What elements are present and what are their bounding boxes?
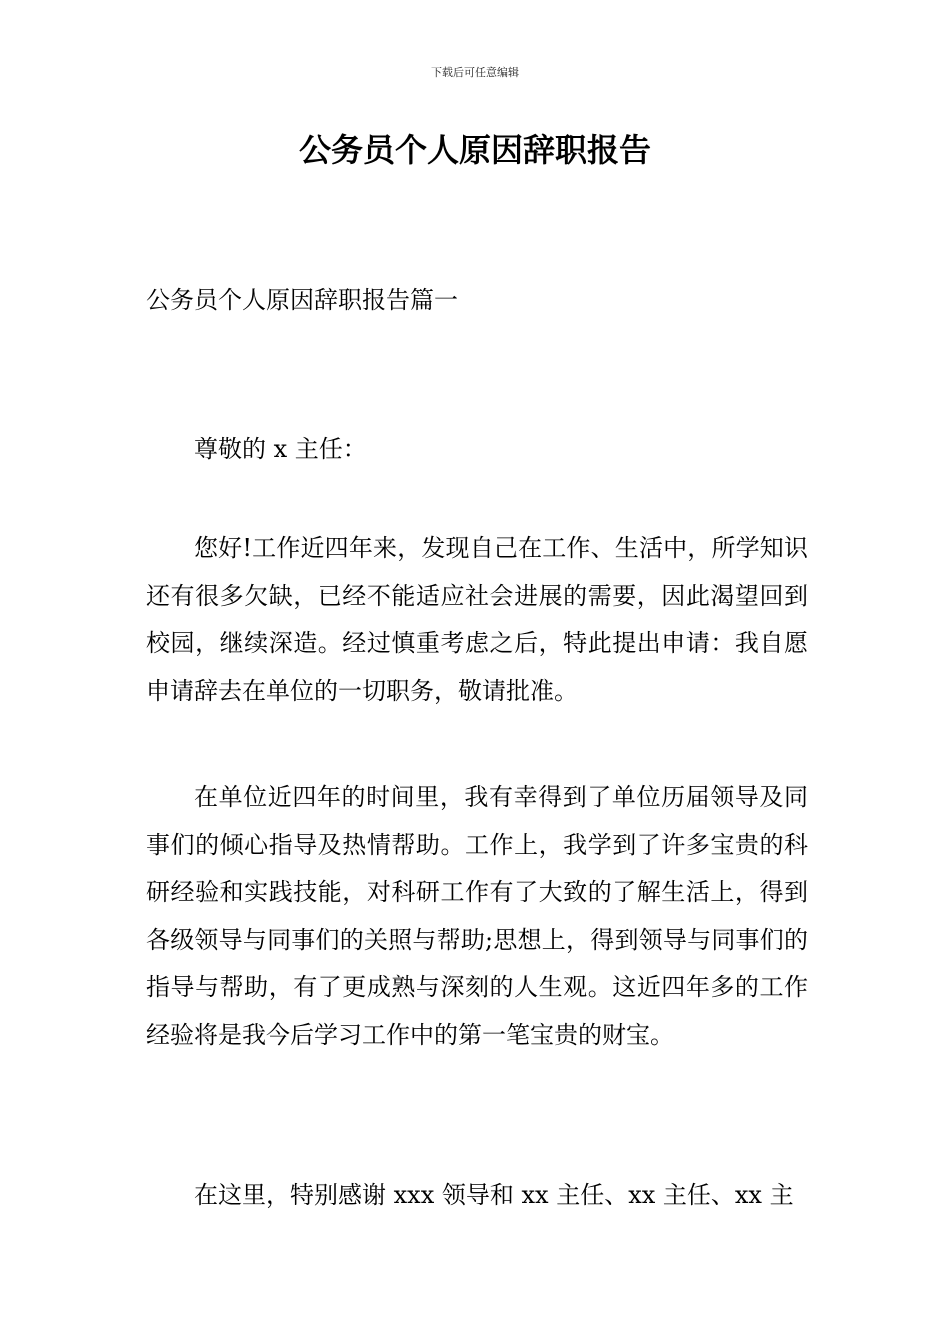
section-heading: 公务员个人原因辞职报告篇一: [146, 286, 458, 314]
document-title: 公务员个人原因辞职报告: [298, 131, 651, 169]
page-header-note: 下载后可任意编辑: [431, 66, 519, 79]
body-paragraph-3: 在这里，特别感谢 xxx 领导和 xx 主任、xx 主任、xx 主: [194, 1181, 794, 1209]
body-paragraph-2: 在单位近四年的时间里，我有幸得到了单位历届领导及同事们的倾心指导及热情帮助。工作上，我学到了许多宝贵的科研经验和实践技能，对科研工作有了大致的了解生活上，得到各级领导与同事们的关照与帮助;思想上，得到领导与同事们的指导与帮助，有了更成熟与深刻的人生观。这近四年多的工作经验将是我今后学习工作中的第一笔宝贵的财宝。: [146, 783, 808, 1049]
body-paragraph-1: 您好!工作近四年来，发现自己在工作、生活中，所学知识还有很多欠缺，已经不能适应社会进展的需要，因此渴望回到校园，继续深造。经过慎重考虑之后，特此提出申请：我自愿申请辞去在单位的一切职务，敬请批准。: [146, 534, 808, 705]
salutation: 尊敬的 x 主任：: [194, 435, 367, 463]
